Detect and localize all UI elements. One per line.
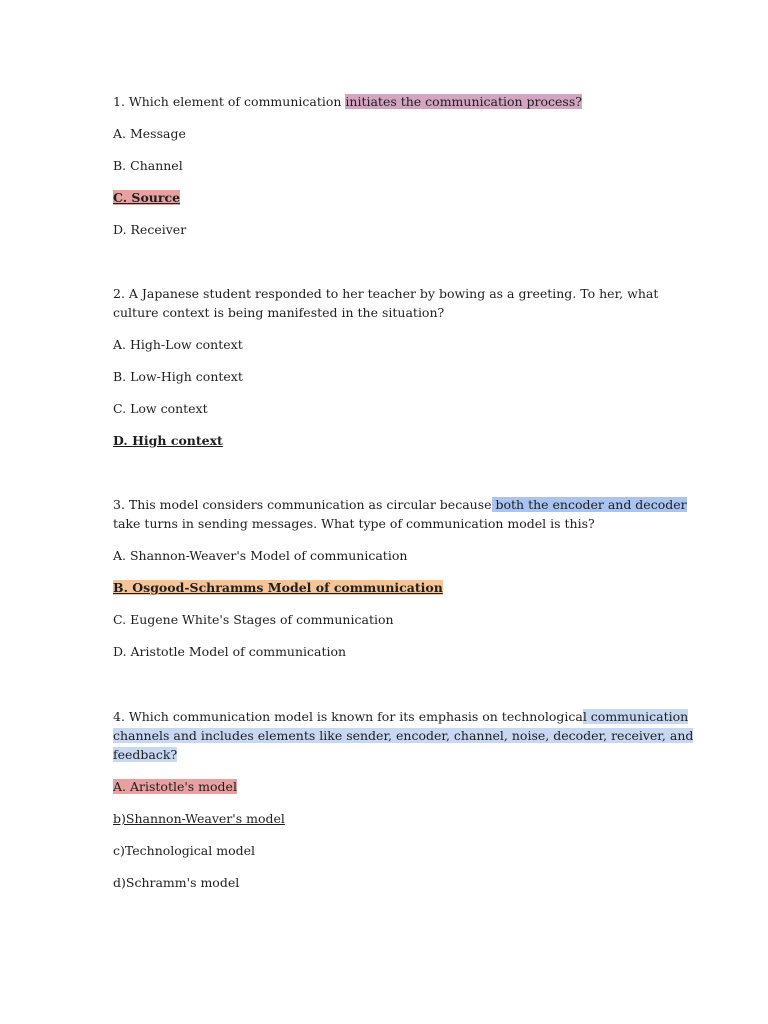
question-4-option-c: c)Technological model <box>113 843 255 858</box>
question-4-line-1-plain: 4. Which communication model is known for its emphasis on technologica <box>113 709 583 724</box>
question-1-option-a: A. Message <box>113 126 186 141</box>
question-1-option-d: D. Receiver <box>113 222 187 237</box>
question-2-option-d-answer: D. High context <box>113 433 223 448</box>
question-4-highlight-3: feedback? <box>113 747 178 762</box>
question-3-option-b-answer <box>113 578 443 597</box>
question-3-highlight: both the encoder and decoder <box>491 497 687 512</box>
question-3-line-1 <box>113 495 687 514</box>
question-4-option-d: d)Schramm's model <box>113 875 240 890</box>
question-1-answer-highlight: C. Source <box>113 190 181 205</box>
question-3-option-d: D. Aristotle Model of communication <box>113 644 347 659</box>
question-3-option-a: A. Shannon-Weaver's Model of communication <box>113 548 408 563</box>
question-1-option-c-answer <box>113 188 180 207</box>
question-1-text-plain: 1. Which element of communication <box>113 94 346 109</box>
question-2-option-c: C. Low context <box>113 401 208 416</box>
question-4-option-a-highlight: A. Aristotle's model <box>113 779 237 794</box>
question-1-option-b: B. Channel <box>113 158 183 173</box>
question-1-highlight: initiates the communication process? <box>345 94 582 109</box>
question-4-option-a <box>113 777 237 796</box>
question-4-line-2 <box>113 726 693 745</box>
question-4-line-1 <box>113 707 688 726</box>
question-1-text <box>113 92 582 111</box>
question-4-option-b-answer: b)Shannon-Weaver's model <box>113 811 285 826</box>
question-2-line-2: culture context is being manifested in the situation? <box>113 305 445 320</box>
question-4-highlight-2: channels and includes elements like sender, encoder, channel, noise, decoder, receiver, and <box>113 728 694 743</box>
question-2-option-a: A. High-Low context <box>113 337 243 352</box>
question-3-option-c: C. Eugene White's Stages of communication <box>113 612 394 627</box>
question-4-highlight-1: l communication <box>582 709 689 724</box>
question-4-line-3 <box>113 745 177 764</box>
question-2-line-1: 2. A Japanese student responded to her teacher by bowing as a greeting. To her, what <box>113 286 659 301</box>
question-2-option-b: B. Low-High context <box>113 369 243 384</box>
question-3-line-1-plain: 3. This model considers communication as circular because <box>113 497 492 512</box>
question-3-answer-highlight: B. Osgood-Schramms Model of communication <box>113 580 443 595</box>
question-3-line-2: take turns in sending messages. What type of communication model is this? <box>113 516 595 531</box>
